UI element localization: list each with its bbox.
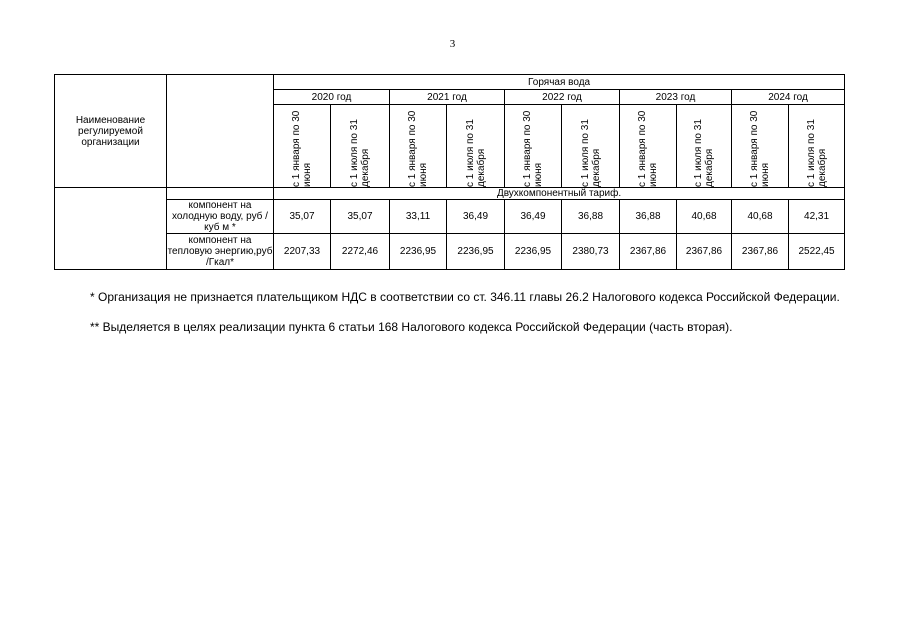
period-label: с 1 января по 30 июня bbox=[407, 110, 429, 187]
tariff-value: 2236,95 bbox=[505, 234, 562, 270]
tariff-table bbox=[54, 74, 845, 270]
tariff-value: 2367,86 bbox=[732, 234, 789, 270]
year-header: 2023 год bbox=[620, 90, 732, 105]
period-header bbox=[562, 105, 620, 188]
empty-header-cell bbox=[167, 75, 274, 188]
empty-cell bbox=[167, 188, 274, 200]
year-header: 2020 год bbox=[274, 90, 390, 105]
year-header: 2024 год bbox=[732, 90, 845, 105]
tariff-value: 2367,86 bbox=[677, 234, 732, 270]
page-number: 3 bbox=[449, 38, 456, 50]
period-header bbox=[331, 105, 390, 188]
period-header bbox=[620, 105, 677, 188]
footnote-vat: * Организация не признается плательщиком НДС в соответствии со ст. 346.11 главы 26.2 Налогового кодекса Российской Федерации. bbox=[90, 290, 840, 304]
footnotes bbox=[78, 290, 848, 305]
footnote-article-168: ** Выделяется в целях реализации пункта 6 статьи 168 Налогового кодекса Российской Федерации (часть вторая). bbox=[90, 320, 733, 334]
period-label: с 1 июля по 31 декабря bbox=[464, 119, 487, 187]
row-label-heat-energy: компонент на тепловую энергию,руб /Гкал* bbox=[167, 235, 273, 268]
tariff-value: 2380,73 bbox=[562, 234, 620, 270]
period-header bbox=[390, 105, 447, 188]
year-header: 2022 год bbox=[505, 90, 620, 105]
tariff-value: 2236,95 bbox=[390, 234, 447, 270]
tariff-value: 2367,86 bbox=[620, 234, 677, 270]
period-header bbox=[732, 105, 789, 188]
period-label: с 1 июля по 31 декабря bbox=[693, 119, 715, 187]
year-header: 2021 год bbox=[390, 90, 505, 105]
tariff-value: 40,68 bbox=[677, 200, 732, 234]
org-name-header: Наименование регулируемой организации bbox=[55, 75, 167, 188]
period-label: с 1 января по 30 июня bbox=[637, 110, 659, 187]
tariff-value: 36,88 bbox=[562, 200, 620, 234]
hot-water-header: Горячая вода bbox=[274, 75, 845, 90]
tariff-value: 40,68 bbox=[732, 200, 789, 234]
period-header bbox=[505, 105, 562, 188]
tariff-value: 2522,45 bbox=[789, 234, 845, 270]
tariff-value: 35,07 bbox=[274, 200, 331, 234]
period-label: с 1 января по 30 июня bbox=[291, 110, 313, 187]
tariff-value: 35,07 bbox=[331, 200, 390, 234]
period-label: с 1 июля по 31 декабря bbox=[349, 119, 371, 187]
period-label: с 1 января по 30 июня bbox=[749, 110, 771, 187]
tariff-value: 2272,46 bbox=[331, 234, 390, 270]
period-header bbox=[789, 105, 845, 188]
tariff-value: 42,31 bbox=[789, 200, 845, 234]
period-label: с 1 июля по 31 декабря bbox=[805, 119, 828, 187]
row-label-cold-water: компонент на холодную воду, руб /куб м * bbox=[167, 200, 274, 234]
tariff-value: 33,11 bbox=[390, 200, 447, 234]
tariff-value: 2236,95 bbox=[447, 234, 505, 270]
period-header bbox=[274, 105, 331, 188]
org-name-cell bbox=[55, 188, 167, 270]
period-header bbox=[677, 105, 732, 188]
period-label: с 1 июля по 31 декабря bbox=[579, 119, 602, 187]
period-label: с 1 января по 30 июня bbox=[522, 110, 544, 187]
tariff-value: 36,49 bbox=[505, 200, 562, 234]
tariff-value: 2207,33 bbox=[274, 234, 331, 270]
tariff-value: 36,88 bbox=[620, 200, 677, 234]
tariff-value: 36,49 bbox=[447, 200, 505, 234]
period-header bbox=[447, 105, 505, 188]
tariff-type: Двухкомпонентный тариф. bbox=[274, 188, 845, 200]
